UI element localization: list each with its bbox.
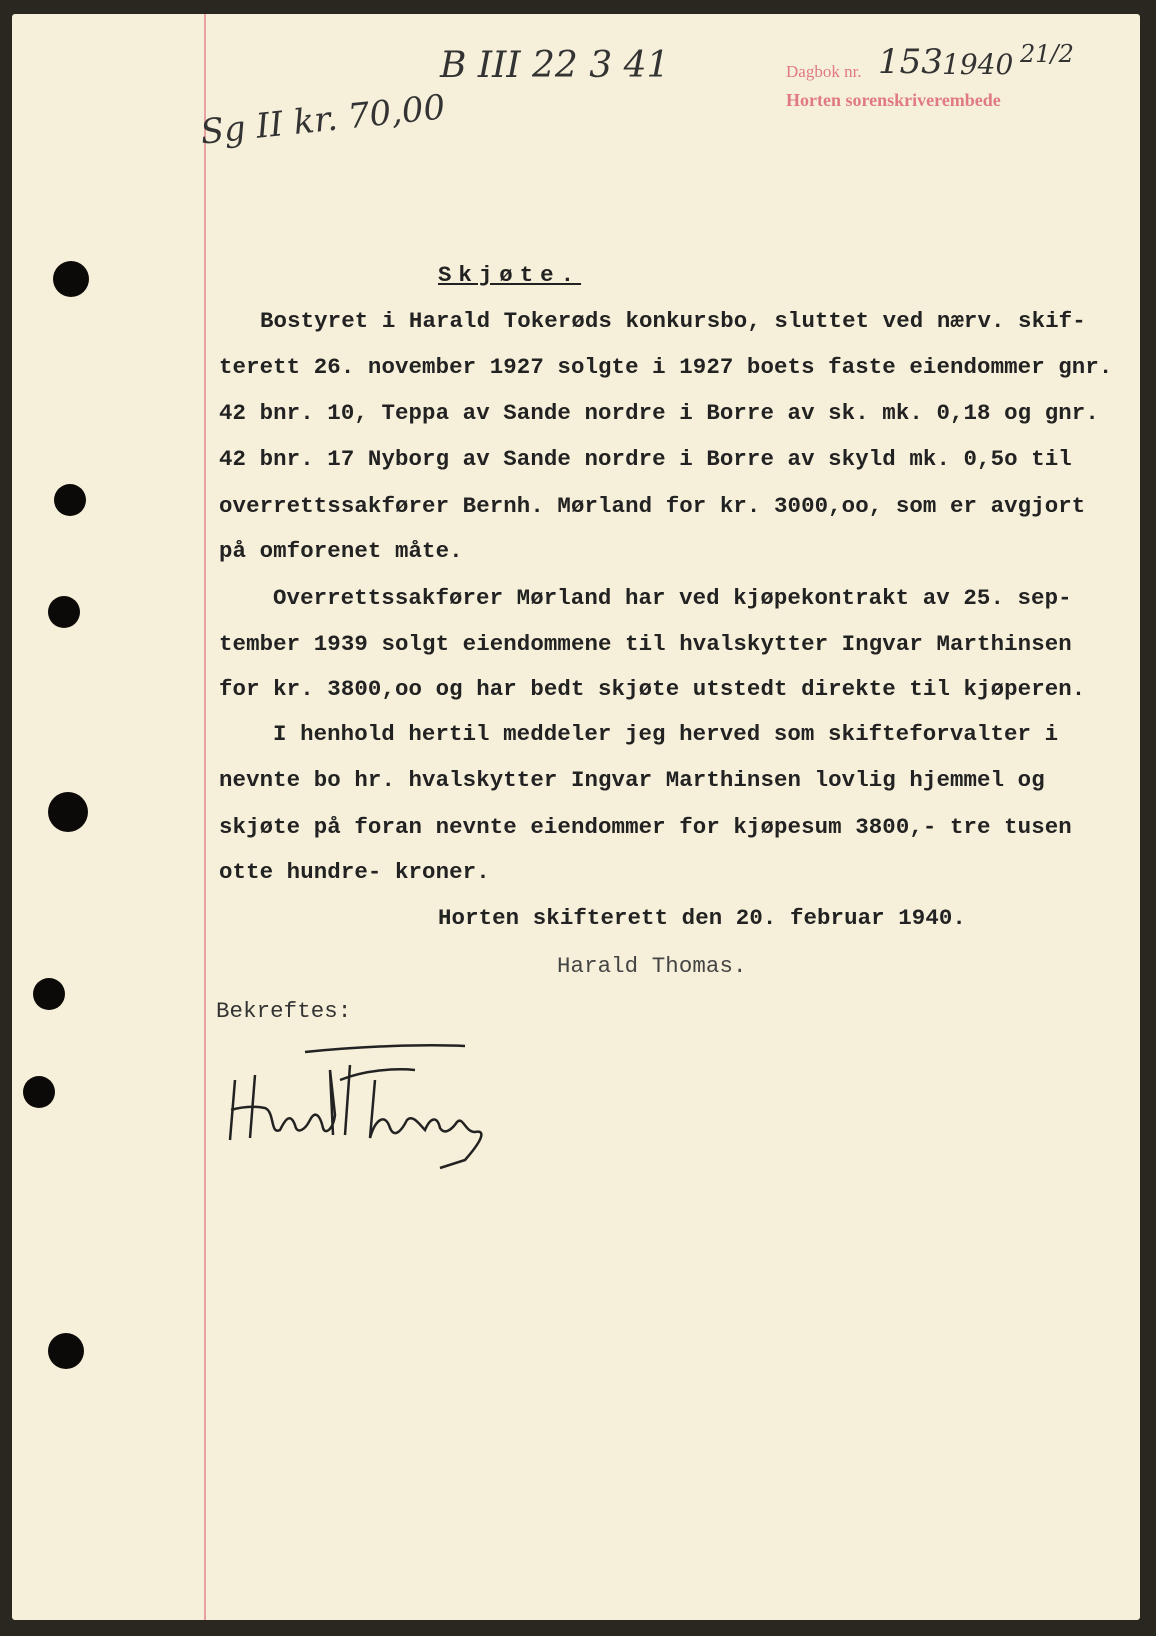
- body-line: for kr. 3800,oo og har bedt skjøte utstedt direkte til kjøperen.: [219, 676, 1086, 702]
- body-line: Overrettssakfører Mørland har ved kjøpekontrakt av 25. sep-: [273, 585, 1072, 611]
- punch-hole: [53, 261, 89, 297]
- stamp-date: 21/2: [1020, 40, 1074, 68]
- body-line: terett 26. november 1927 solgte i 1927 boets faste eiendommer gnr.: [219, 354, 1113, 380]
- body-line: Bostyret i Harald Tokerøds konkursbo, sluttet ved nærv. skif-: [260, 308, 1086, 334]
- confirmed-label: Bekreftes:: [216, 998, 352, 1024]
- body-line: skjøte på foran nevnte eiendommer for kjøpesum 3800,- tre tusen: [219, 814, 1072, 840]
- punch-hole: [48, 792, 88, 832]
- punch-hole: [48, 596, 80, 628]
- body-line: 42 bnr. 10, Teppa av Sande nordre i Borre av sk. mk. 0,18 og gnr.: [219, 400, 1099, 426]
- body-line: nevnte bo hr. hvalskytter Ingvar Marthinsen lovlig hjemmel og: [219, 767, 1045, 793]
- punch-hole: [23, 1076, 55, 1108]
- stamp-year: 1940: [942, 48, 1014, 81]
- stamp-number: 153: [878, 42, 943, 82]
- document-title: Skjøte.: [438, 262, 582, 288]
- punch-hole: [33, 978, 65, 1010]
- body-line: I henhold hertil meddeler jeg herved som skifteforvalter i: [273, 721, 1059, 747]
- margin-line: [204, 14, 206, 1620]
- punch-hole: [54, 484, 86, 516]
- handwritten-signature: [225, 1040, 505, 1180]
- stamp-label: Dagbok nr.: [786, 62, 862, 81]
- place-date: Horten skifterett den 20. februar 1940.: [438, 905, 966, 931]
- body-line: på omforenet måte.: [219, 538, 463, 564]
- body-line: 42 bnr. 17 Nyborg av Sande nordre i Borre av skyld mk. 0,5o til: [219, 446, 1072, 472]
- signer-name: Harald Thomas.: [557, 953, 747, 979]
- body-line: tember 1939 solgt eiendommene til hvalskytter Ingvar Marthinsen: [219, 631, 1072, 657]
- body-line: otte hundre- kroner.: [219, 859, 490, 885]
- stamp-office: Horten sorenskriverembede: [786, 90, 1001, 110]
- handwritten-ref-left: Sg II kr. 70,00: [198, 87, 448, 153]
- body-line: overrettssakfører Bernh. Mørland for kr. 3000,oo, som er avgjort: [219, 493, 1086, 519]
- handwritten-ref-center: B III 22 3 41: [440, 45, 670, 86]
- punch-hole: [48, 1333, 84, 1369]
